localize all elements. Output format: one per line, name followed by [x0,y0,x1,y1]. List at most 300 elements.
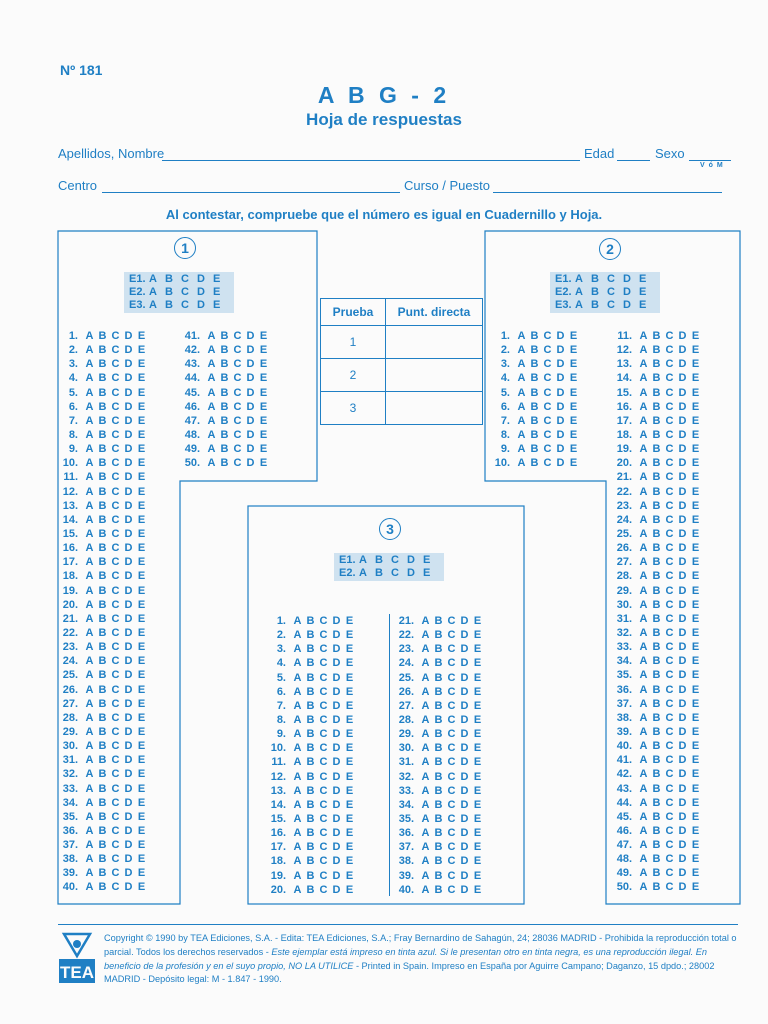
answer-option[interactable]: C [543,414,552,427]
example-option[interactable]: A [575,299,583,311]
answer-option[interactable]: A [639,570,648,583]
answer-option[interactable]: D [332,629,341,642]
answer-option[interactable]: C [543,428,552,441]
answer-option[interactable]: B [306,643,315,656]
answer-option[interactable]: D [332,855,341,868]
answer-option[interactable]: C [111,556,120,569]
answer-option[interactable]: A [293,629,302,642]
answer-option[interactable]: E [137,485,146,498]
answer-option[interactable]: E [691,527,700,540]
example-option[interactable]: C [607,286,615,298]
example-option[interactable]: E [213,273,221,285]
answer-option[interactable]: D [332,869,341,882]
answer-option[interactable]: A [207,457,216,470]
answer-option[interactable]: D [332,699,341,712]
answer-option[interactable]: C [665,372,674,385]
answer-option[interactable]: B [306,798,315,811]
answer-option[interactable]: E [473,671,482,684]
answer-option[interactable]: B [434,827,443,840]
answer-option[interactable]: C [665,740,674,753]
example-option[interactable]: E [639,286,647,298]
answer-option[interactable]: D [332,883,341,896]
answer-option[interactable]: E [691,796,700,809]
answer-option[interactable]: A [85,414,94,427]
answer-option[interactable]: B [306,855,315,868]
answer-option[interactable]: D [332,798,341,811]
answer-option[interactable]: D [460,685,469,698]
answer-option[interactable]: D [124,386,133,399]
answer-option[interactable]: C [665,626,674,639]
answer-option[interactable]: A [293,756,302,769]
answer-option[interactable]: E [473,713,482,726]
answer-option[interactable]: A [421,827,430,840]
answer-option[interactable]: E [691,655,700,668]
answer-option[interactable]: B [434,770,443,783]
answer-option[interactable]: B [306,671,315,684]
answer-option[interactable]: B [652,344,661,357]
answer-option[interactable]: D [460,742,469,755]
example-option[interactable]: D [197,273,205,285]
answer-option[interactable]: E [345,742,354,755]
answer-option[interactable]: E [137,598,146,611]
answer-option[interactable]: B [434,869,443,882]
answer-option[interactable]: D [678,626,687,639]
example-option[interactable]: C [181,286,189,298]
answer-option[interactable]: D [460,883,469,896]
answer-option[interactable]: D [556,386,565,399]
answer-option[interactable]: B [98,754,107,767]
answer-option[interactable]: E [691,853,700,866]
answer-option[interactable]: D [678,754,687,767]
example-option[interactable]: A [359,554,367,566]
answer-option[interactable]: E [691,881,700,894]
answer-option[interactable]: B [98,527,107,540]
answer-option[interactable]: E [473,657,482,670]
answer-option[interactable]: A [421,756,430,769]
answer-option[interactable]: C [665,330,674,342]
answer-option[interactable]: B [220,372,229,385]
answer-option[interactable]: D [678,584,687,597]
answer-option[interactable]: B [652,386,661,399]
answer-option[interactable]: B [652,485,661,498]
answer-option[interactable]: C [665,824,674,837]
answer-option[interactable]: B [306,841,315,854]
answer-option[interactable]: A [207,372,216,385]
answer-option[interactable]: D [246,372,255,385]
answer-option[interactable]: B [306,770,315,783]
answer-option[interactable]: A [85,725,94,738]
answer-option[interactable]: A [421,699,430,712]
answer-option[interactable]: C [543,372,552,385]
answer-option[interactable]: B [652,881,661,894]
answer-option[interactable]: D [678,669,687,682]
answer-option[interactable]: D [124,655,133,668]
answer-option[interactable]: E [137,443,146,456]
answer-option[interactable]: C [447,657,456,670]
answer-option[interactable]: B [530,344,539,357]
answer-option[interactable]: C [111,330,120,342]
answer-option[interactable]: B [98,598,107,611]
answer-option[interactable]: D [460,798,469,811]
answer-option[interactable]: E [137,824,146,837]
answer-option[interactable]: B [220,358,229,371]
answer-option[interactable]: B [306,883,315,896]
answer-option[interactable]: E [259,372,268,385]
answer-option[interactable]: E [259,386,268,399]
answer-option[interactable]: A [85,570,94,583]
answer-option[interactable]: A [85,768,94,781]
answer-option[interactable]: E [569,330,578,342]
answer-option[interactable]: A [85,754,94,767]
answer-option[interactable]: D [246,457,255,470]
answer-option[interactable]: B [434,812,443,825]
answer-option[interactable]: E [691,400,700,413]
answer-option[interactable]: A [85,598,94,611]
answer-option[interactable]: E [345,883,354,896]
answer-option[interactable]: C [665,669,674,682]
answer-option[interactable]: E [569,372,578,385]
answer-option[interactable]: A [207,358,216,371]
answer-option[interactable]: C [233,358,242,371]
answer-option[interactable]: D [124,612,133,625]
answer-option[interactable]: B [530,400,539,413]
answer-option[interactable]: B [98,542,107,555]
answer-option[interactable]: C [111,457,120,470]
answer-option[interactable]: C [111,527,120,540]
example-option[interactable]: B [165,286,173,298]
answer-option[interactable]: E [259,457,268,470]
answer-option[interactable]: A [293,869,302,882]
answer-option[interactable]: B [98,796,107,809]
answer-option[interactable]: B [652,839,661,852]
answer-option[interactable]: B [434,756,443,769]
answer-option[interactable]: D [678,711,687,724]
answer-option[interactable]: D [124,457,133,470]
answer-option[interactable]: E [691,768,700,781]
answer-option[interactable]: A [639,414,648,427]
answer-option[interactable]: E [137,881,146,894]
answer-option[interactable]: B [306,713,315,726]
answer-option[interactable]: E [473,699,482,712]
answer-option[interactable]: E [137,782,146,795]
answer-option[interactable]: E [691,754,700,767]
answer-option[interactable]: A [85,372,94,385]
answer-option[interactable]: E [345,643,354,656]
answer-option[interactable]: B [220,414,229,427]
answer-option[interactable]: E [691,471,700,484]
answer-option[interactable]: D [124,626,133,639]
answer-option[interactable]: A [85,428,94,441]
answer-option[interactable]: E [345,869,354,882]
answer-option[interactable]: A [517,443,526,456]
answer-option[interactable]: D [124,527,133,540]
answer-option[interactable]: A [639,626,648,639]
answer-option[interactable]: C [319,841,328,854]
answer-option[interactable]: E [691,428,700,441]
answer-option[interactable]: D [460,728,469,741]
answer-option[interactable]: A [421,657,430,670]
answer-option[interactable]: D [556,400,565,413]
answer-option[interactable]: D [124,782,133,795]
answer-option[interactable]: B [98,711,107,724]
answer-option[interactable]: E [345,812,354,825]
answer-option[interactable]: E [691,358,700,371]
answer-option[interactable]: C [665,527,674,540]
answer-option[interactable]: A [421,713,430,726]
answer-option[interactable]: C [111,853,120,866]
answer-option[interactable]: B [306,869,315,882]
answer-option[interactable]: D [246,400,255,413]
answer-option[interactable]: E [345,629,354,642]
answer-option[interactable]: A [85,867,94,880]
answer-option[interactable]: D [678,782,687,795]
answer-option[interactable]: D [678,344,687,357]
answer-option[interactable]: C [319,756,328,769]
answer-option[interactable]: E [137,839,146,852]
answer-option[interactable]: C [111,372,120,385]
answer-option[interactable]: E [137,740,146,753]
answer-option[interactable]: E [691,372,700,385]
answer-option[interactable]: E [137,570,146,583]
answer-option[interactable]: C [543,330,552,342]
answer-option[interactable]: E [345,827,354,840]
answer-option[interactable]: E [691,344,700,357]
answer-option[interactable]: D [678,725,687,738]
answer-option[interactable]: B [652,782,661,795]
answer-option[interactable]: D [124,669,133,682]
answer-option[interactable]: E [691,485,700,498]
answer-option[interactable]: D [246,428,255,441]
answer-option[interactable]: E [259,330,268,342]
answer-option[interactable]: E [473,756,482,769]
answer-option[interactable]: C [665,584,674,597]
answer-option[interactable]: E [259,428,268,441]
answer-option[interactable]: C [111,443,120,456]
answer-option[interactable]: B [98,485,107,498]
answer-option[interactable]: C [111,471,120,484]
answer-option[interactable]: D [556,457,565,470]
answer-option[interactable]: E [345,770,354,783]
answer-option[interactable]: A [639,782,648,795]
answer-option[interactable]: D [678,867,687,880]
answer-option[interactable]: C [447,643,456,656]
answer-option[interactable]: D [556,358,565,371]
answer-option[interactable]: A [85,358,94,371]
answer-option[interactable]: A [85,612,94,625]
answer-option[interactable]: C [111,626,120,639]
answer-option[interactable]: E [473,742,482,755]
answer-option[interactable]: A [639,881,648,894]
answer-option[interactable]: D [332,812,341,825]
answer-option[interactable]: E [137,542,146,555]
answer-option[interactable]: A [293,643,302,656]
answer-option[interactable]: A [639,513,648,526]
answer-option[interactable]: B [98,513,107,526]
answer-option[interactable]: A [85,457,94,470]
answer-option[interactable]: B [98,358,107,371]
answer-option[interactable]: B [434,657,443,670]
answer-option[interactable]: C [319,784,328,797]
answer-option[interactable]: B [652,697,661,710]
answer-option[interactable]: E [691,556,700,569]
answer-option[interactable]: D [246,386,255,399]
answer-option[interactable]: D [124,330,133,342]
answer-option[interactable]: D [460,657,469,670]
answer-option[interactable]: A [293,784,302,797]
answer-option[interactable]: E [137,344,146,357]
answer-option[interactable]: A [293,742,302,755]
answer-option[interactable]: C [111,697,120,710]
answer-option[interactable]: A [639,330,648,342]
example-option[interactable]: C [607,299,615,311]
answer-option[interactable]: B [652,641,661,654]
answer-option[interactable]: C [319,728,328,741]
answer-option[interactable]: C [665,457,674,470]
answer-option[interactable]: C [447,713,456,726]
answer-option[interactable]: A [85,740,94,753]
answer-option[interactable]: D [460,615,469,627]
answer-option[interactable]: D [678,570,687,583]
answer-option[interactable]: D [678,740,687,753]
answer-option[interactable]: A [207,428,216,441]
answer-option[interactable]: B [220,344,229,357]
answer-option[interactable]: C [665,556,674,569]
answer-option[interactable]: D [678,556,687,569]
answer-option[interactable]: C [233,457,242,470]
answer-option[interactable]: C [665,358,674,371]
answer-option[interactable]: C [447,756,456,769]
answer-option[interactable]: B [652,754,661,767]
answer-option[interactable]: E [691,641,700,654]
answer-option[interactable]: C [447,615,456,627]
answer-option[interactable]: C [111,485,120,498]
answer-option[interactable]: E [691,669,700,682]
answer-option[interactable]: E [691,598,700,611]
answer-option[interactable]: C [447,629,456,642]
answer-option[interactable]: E [345,657,354,670]
example-option[interactable]: E [213,299,221,311]
answer-option[interactable]: A [639,669,648,682]
answer-option[interactable]: D [678,372,687,385]
answer-option[interactable]: A [85,853,94,866]
answer-option[interactable]: C [111,740,120,753]
answer-option[interactable]: A [207,344,216,357]
answer-option[interactable]: B [98,471,107,484]
answer-option[interactable]: D [124,697,133,710]
answer-option[interactable]: C [447,742,456,755]
answer-option[interactable]: C [665,570,674,583]
example-option[interactable]: C [391,567,399,579]
answer-option[interactable]: B [652,471,661,484]
answer-option[interactable]: C [111,655,120,668]
answer-option[interactable]: B [98,457,107,470]
answer-option[interactable]: A [85,683,94,696]
answer-option[interactable]: B [98,655,107,668]
answer-option[interactable]: B [652,428,661,441]
answer-option[interactable]: E [137,612,146,625]
answer-option[interactable]: E [691,824,700,837]
answer-option[interactable]: C [543,443,552,456]
answer-option[interactable]: C [665,499,674,512]
answer-option[interactable]: A [639,697,648,710]
example-option[interactable]: B [591,273,599,285]
answer-option[interactable]: B [98,867,107,880]
answer-option[interactable]: C [111,428,120,441]
answer-option[interactable]: A [207,414,216,427]
answer-option[interactable]: A [639,711,648,724]
answer-option[interactable]: B [434,643,443,656]
answer-option[interactable]: C [665,471,674,484]
answer-option[interactable]: E [691,330,700,342]
answer-option[interactable]: A [293,841,302,854]
example-option[interactable]: D [407,567,415,579]
answer-option[interactable]: D [332,841,341,854]
answer-option[interactable]: B [652,655,661,668]
answer-option[interactable]: A [421,643,430,656]
answer-option[interactable]: B [652,499,661,512]
answer-option[interactable]: B [98,740,107,753]
answer-option[interactable]: C [665,881,674,894]
example-option[interactable]: E [639,273,647,285]
answer-option[interactable]: A [639,824,648,837]
answer-option[interactable]: B [98,556,107,569]
answer-option[interactable]: E [345,756,354,769]
answer-option[interactable]: A [293,728,302,741]
answer-option[interactable]: A [517,358,526,371]
answer-option[interactable]: B [652,768,661,781]
answer-option[interactable]: C [543,457,552,470]
answer-option[interactable]: A [85,443,94,456]
score-cell[interactable] [386,326,483,359]
answer-option[interactable]: D [332,756,341,769]
answer-option[interactable]: A [85,782,94,795]
answer-option[interactable]: E [137,471,146,484]
answer-option[interactable]: B [652,612,661,625]
answer-option[interactable]: E [691,499,700,512]
answer-option[interactable]: A [639,344,648,357]
answer-option[interactable]: C [665,867,674,880]
answer-option[interactable]: A [85,527,94,540]
answer-option[interactable]: A [293,812,302,825]
answer-option[interactable]: D [332,742,341,755]
answer-option[interactable]: A [639,725,648,738]
answer-option[interactable]: E [473,869,482,882]
answer-option[interactable]: B [98,330,107,342]
answer-option[interactable]: D [678,839,687,852]
answer-option[interactable]: D [124,796,133,809]
answer-option[interactable]: C [447,855,456,868]
answer-option[interactable]: E [691,584,700,597]
answer-option[interactable]: A [293,657,302,670]
answer-option[interactable]: D [678,810,687,823]
answer-option[interactable]: B [434,728,443,741]
answer-option[interactable]: D [678,641,687,654]
answer-option[interactable]: B [652,598,661,611]
answer-option[interactable]: B [98,853,107,866]
answer-option[interactable]: A [85,839,94,852]
answer-option[interactable]: E [473,883,482,896]
answer-option[interactable]: C [111,768,120,781]
answer-option[interactable]: A [517,400,526,413]
answer-option[interactable]: D [124,839,133,852]
answer-option[interactable]: A [639,372,648,385]
answer-option[interactable]: A [639,754,648,767]
answer-option[interactable]: C [111,641,120,654]
answer-option[interactable]: E [569,457,578,470]
answer-option[interactable]: A [207,386,216,399]
answer-option[interactable]: E [137,626,146,639]
answer-option[interactable]: E [137,697,146,710]
